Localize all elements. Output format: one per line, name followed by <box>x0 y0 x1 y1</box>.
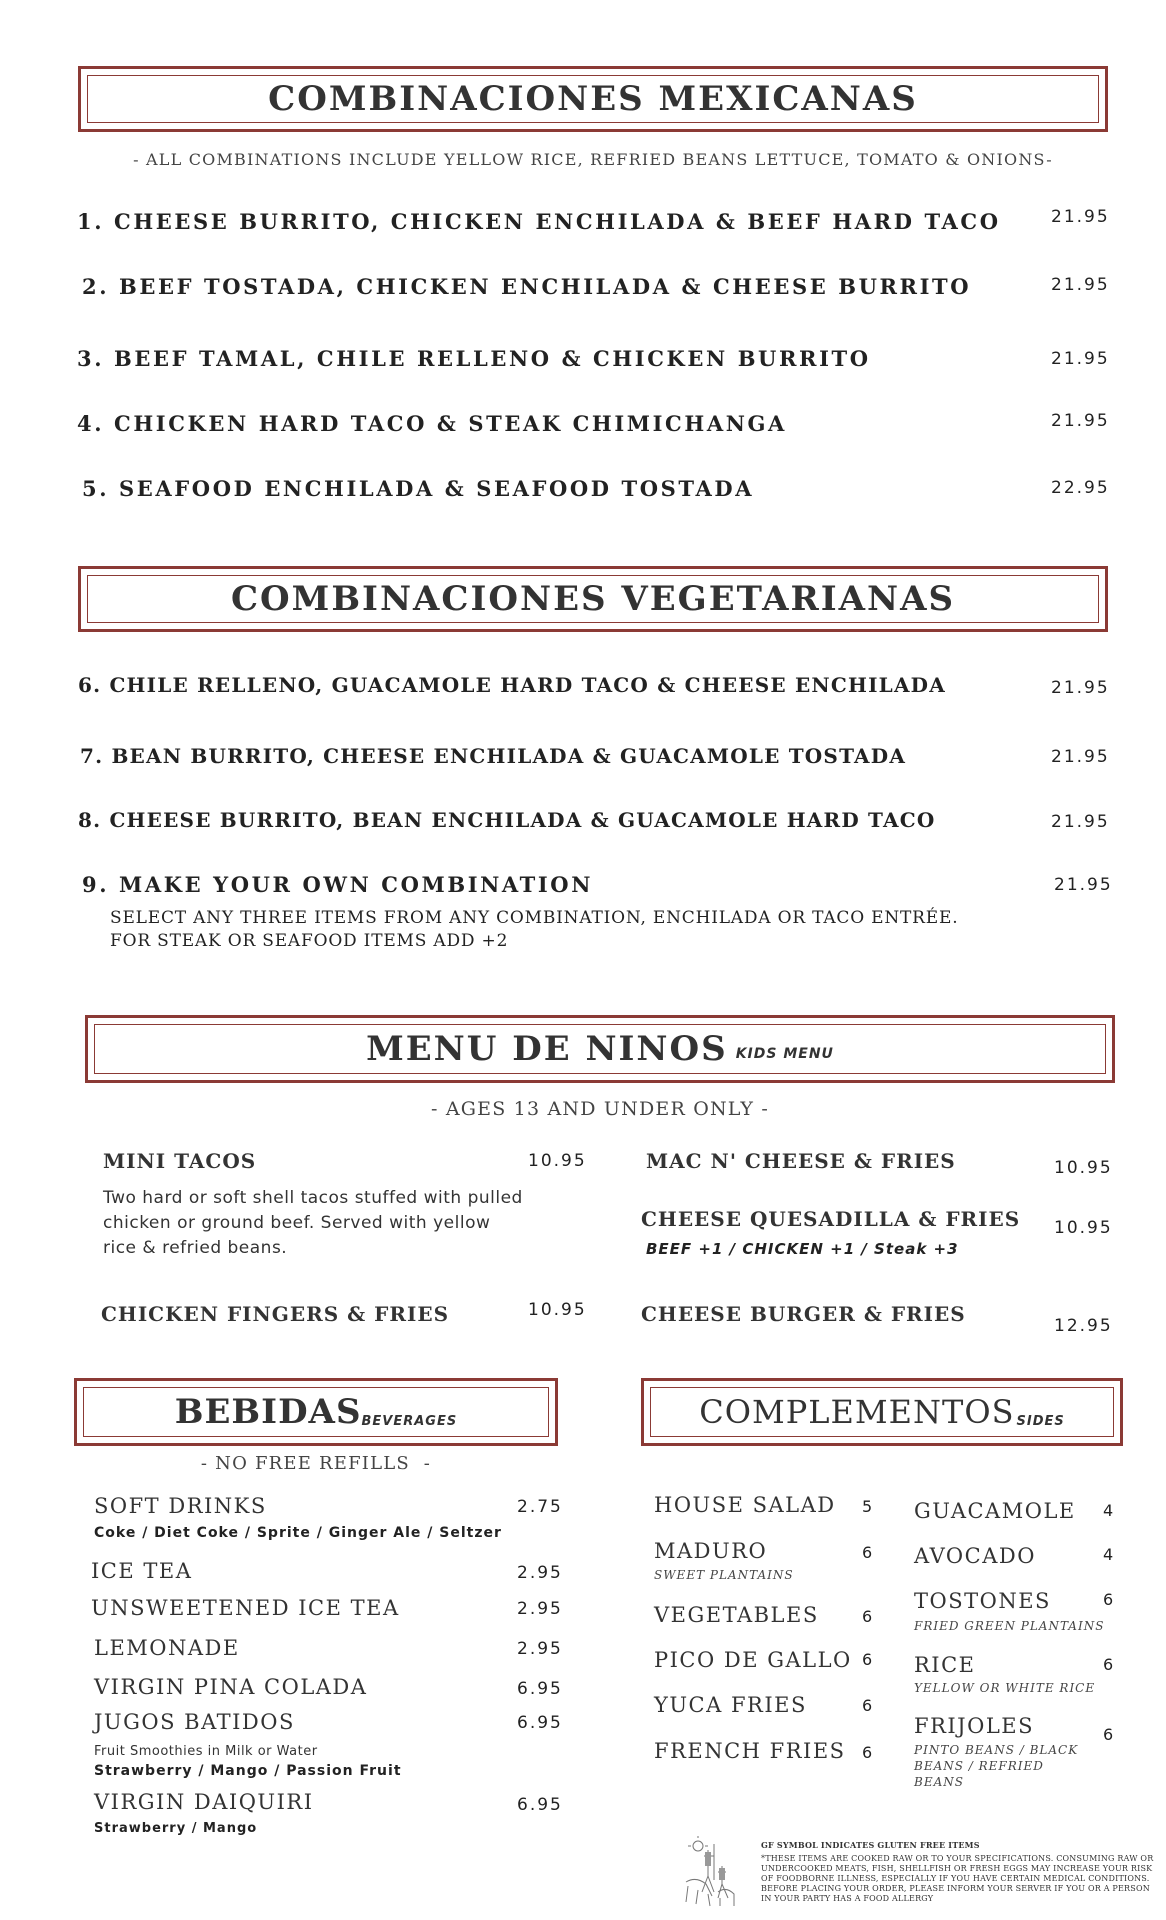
jugos-desc: Fruit Smoothies in Milk or Water <box>94 1744 318 1759</box>
make-own-desc-1: SELECT ANY THREE ITEMS FROM ANY COMBINATION, ENCHILADA OR TACO ENTRÉE. <box>110 908 959 928</box>
mexicanas-title: COMBINACIONES MEXICANAS <box>268 79 918 119</box>
pina-colada-name: VIRGIN PINA COLADA <box>94 1675 368 1699</box>
mac-cheese-price: 10.95 <box>1054 1158 1113 1178</box>
ninos-title: MENU DE NINOS <box>366 1029 728 1069</box>
bebidas-note: - NO FREE REFILLS - <box>200 1453 432 1474</box>
daiquiri-name: VIRGIN DAIQUIRI <box>94 1790 314 1814</box>
daiquiri-price: 6.95 <box>517 1795 563 1815</box>
mex-item-2: 2. BEEF TOSTADA, CHICKEN ENCHILADA & CHEESE BURRITO <box>82 274 972 299</box>
side-house-salad: HOUSE SALAD <box>654 1493 836 1517</box>
bebidas-title: BEBIDAS <box>174 1392 362 1432</box>
side-pico-price: 6 <box>862 1650 873 1669</box>
side-guacamole: GUACAMOLE <box>914 1499 1076 1523</box>
raw-food-warning: *THESE ITEMS ARE COOKED RAW OR TO YOUR SPECIFICATIONS. CONSUMING RAW OR UNDERCOOKED MEATS, FISH, SHELLFISH OR FRESH EGGS MAY INCREASE YOUR RISK OF FOODBORNE ILLNESS, ESPECIALLY IF YOU HAVE CERTAIN MEDICAL CONDITIONS. BEFORE PLACING YOUR ORDER, PLEASE INFORM YOUR SERVER IF YOU OR A PERSON IN YOUR PARTY HAS A FOOD ALLERGY <box>761 1854 1154 1903</box>
side-french-fries: FRENCH FRIES <box>654 1739 846 1763</box>
side-pico: PICO DE GALLO <box>654 1648 852 1672</box>
complementos-subtitle: SIDES <box>1016 1413 1065 1429</box>
lemonade-name: LEMONADE <box>94 1636 240 1660</box>
make-own-desc-2: FOR STEAK OR SEAFOOD ITEMS ADD +2 <box>110 931 509 951</box>
mini-tacos-name: MINI TACOS <box>103 1149 257 1173</box>
jugos-price: 6.95 <box>517 1713 563 1733</box>
side-tostones-note: FRIED GREEN PLANTAINS <box>914 1619 1105 1633</box>
mini-tacos-price: 10.95 <box>528 1151 587 1171</box>
vegetarianas-title: COMBINACIONES VEGETARIANAS <box>231 579 955 619</box>
chicken-fingers-name: CHICKEN FINGERS & FRIES <box>101 1302 450 1326</box>
quesadilla-extra: BEEF +1 / CHICKEN +1 / Steak +3 <box>646 1240 959 1258</box>
side-guacamole-price: 4 <box>1103 1501 1114 1520</box>
veg-item-8: 8. CHEESE BURRITO, BEAN ENCHILADA & GUACAMOLE HARD TACO <box>78 808 936 832</box>
side-yuca-price: 6 <box>862 1696 873 1715</box>
mex-price-1: 21.95 <box>1051 207 1110 227</box>
chicken-fingers-price: 10.95 <box>528 1300 587 1320</box>
veg-item-7: 7. BEAN BURRITO, CHEESE ENCHILADA & GUACAMOLE TOSTADA <box>80 744 907 768</box>
pina-colada-price: 6.95 <box>517 1679 563 1699</box>
side-tostones-price: 6 <box>1103 1590 1114 1609</box>
side-vegetables-price: 6 <box>862 1607 873 1626</box>
side-tostones: TOSTONES <box>914 1589 1051 1613</box>
side-maduro: MADURO <box>654 1539 768 1563</box>
side-maduro-price: 6 <box>862 1543 873 1562</box>
mexicanas-note: - ALL COMBINATIONS INCLUDE YELLOW RICE, REFRIED BEANS LETTUCE, TOMATO & ONIONS- <box>133 150 1053 169</box>
veg-item-9: 9. MAKE YOUR OWN COMBINATION <box>82 872 593 897</box>
jugos-name: JUGOS BATIDOS <box>94 1710 295 1734</box>
mex-item-5: 5. SEAFOOD ENCHILADA & SEAFOOD TOSTADA <box>82 476 755 501</box>
side-vegetables: VEGETABLES <box>654 1603 819 1627</box>
veg-price-9: 21.95 <box>1054 875 1113 895</box>
side-rice: RICE <box>914 1653 976 1677</box>
veg-price-8: 21.95 <box>1051 812 1110 832</box>
ice-tea-price: 2.95 <box>517 1563 563 1583</box>
side-frijoles-note: PINTO BEANS / BLACK BEANS / REFRIED BEANS <box>914 1743 1079 1789</box>
mex-item-1: 1. CHEESE BURRITO, CHICKEN ENCHILADA & BEEF HARD TACO <box>77 209 1001 234</box>
mex-price-3: 21.95 <box>1051 349 1110 369</box>
side-avocado-price: 4 <box>1103 1545 1114 1564</box>
side-maduro-note: SWEET PLANTAINS <box>654 1568 794 1582</box>
side-house-salad-price: 5 <box>862 1497 873 1516</box>
side-rice-note: YELLOW OR WHITE RICE <box>914 1681 1096 1695</box>
bebidas-header-box <box>74 1378 558 1446</box>
side-avocado: AVOCADO <box>914 1544 1036 1568</box>
unsweetened-name: UNSWEETENED ICE TEA <box>91 1596 400 1620</box>
don-quixote-illustration <box>678 1836 740 1910</box>
ninos-subtitle: KIDS MENU <box>735 1046 834 1062</box>
veg-item-6: 6. CHILE RELLENO, GUACAMOLE HARD TACO & CHEESE ENCHILADA <box>78 673 946 697</box>
ice-tea-name: ICE TEA <box>91 1559 193 1583</box>
side-yuca: YUCA FRIES <box>654 1693 807 1717</box>
gf-note: GF SYMBOL INDICATES GLUTEN FREE ITEMS <box>761 1840 980 1850</box>
mex-price-2: 21.95 <box>1051 275 1110 295</box>
ninos-header-box <box>85 1015 1115 1083</box>
bebidas-subtitle: BEVERAGES <box>361 1413 458 1429</box>
side-rice-price: 6 <box>1103 1655 1114 1674</box>
unsweetened-price: 2.95 <box>517 1599 563 1619</box>
soft-drinks-options: Coke / Diet Coke / Sprite / Ginger Ale / Seltzer <box>94 1525 502 1541</box>
lemonade-price: 2.95 <box>517 1639 563 1659</box>
quesadilla-price: 10.95 <box>1054 1218 1113 1238</box>
burger-price: 12.95 <box>1054 1316 1113 1336</box>
side-frijoles-price: 6 <box>1103 1725 1114 1744</box>
mex-item-4: 4. CHICKEN HARD TACO & STEAK CHIMICHANGA <box>77 411 787 436</box>
mexicanas-header-box <box>78 66 1108 132</box>
mex-price-5: 22.95 <box>1051 478 1110 498</box>
soft-drinks-price: 2.75 <box>517 1497 563 1517</box>
jugos-options: Strawberry / Mango / Passion Fruit <box>94 1763 402 1779</box>
complementos-title: COMPLEMENTOS <box>699 1393 1015 1431</box>
veg-price-7: 21.95 <box>1051 747 1110 767</box>
veg-price-6: 21.95 <box>1051 678 1110 698</box>
mac-cheese-name: MAC N' CHEESE & FRIES <box>646 1149 956 1173</box>
side-french-fries-price: 6 <box>862 1743 873 1762</box>
complementos-header-box <box>641 1378 1123 1446</box>
vegetarianas-header-box <box>78 566 1108 632</box>
soft-drinks-name: SOFT DRINKS <box>94 1494 267 1518</box>
side-frijoles: FRIJOLES <box>914 1714 1034 1738</box>
daiquiri-options: Strawberry / Mango <box>94 1821 258 1836</box>
ninos-note: - AGES 13 AND UNDER ONLY - <box>430 1098 769 1120</box>
quesadilla-name: CHEESE QUESADILLA & FRIES <box>641 1207 1021 1231</box>
mex-price-4: 21.95 <box>1051 411 1110 431</box>
mex-item-3: 3. BEEF TAMAL, CHILE RELLENO & CHICKEN BURRITO <box>77 346 871 371</box>
mini-tacos-desc: Two hard or soft shell tacos stuffed with pulled chicken or ground beef. Served with yellow rice & refried beans. <box>103 1188 523 1258</box>
burger-name: CHEESE BURGER & FRIES <box>641 1302 966 1326</box>
